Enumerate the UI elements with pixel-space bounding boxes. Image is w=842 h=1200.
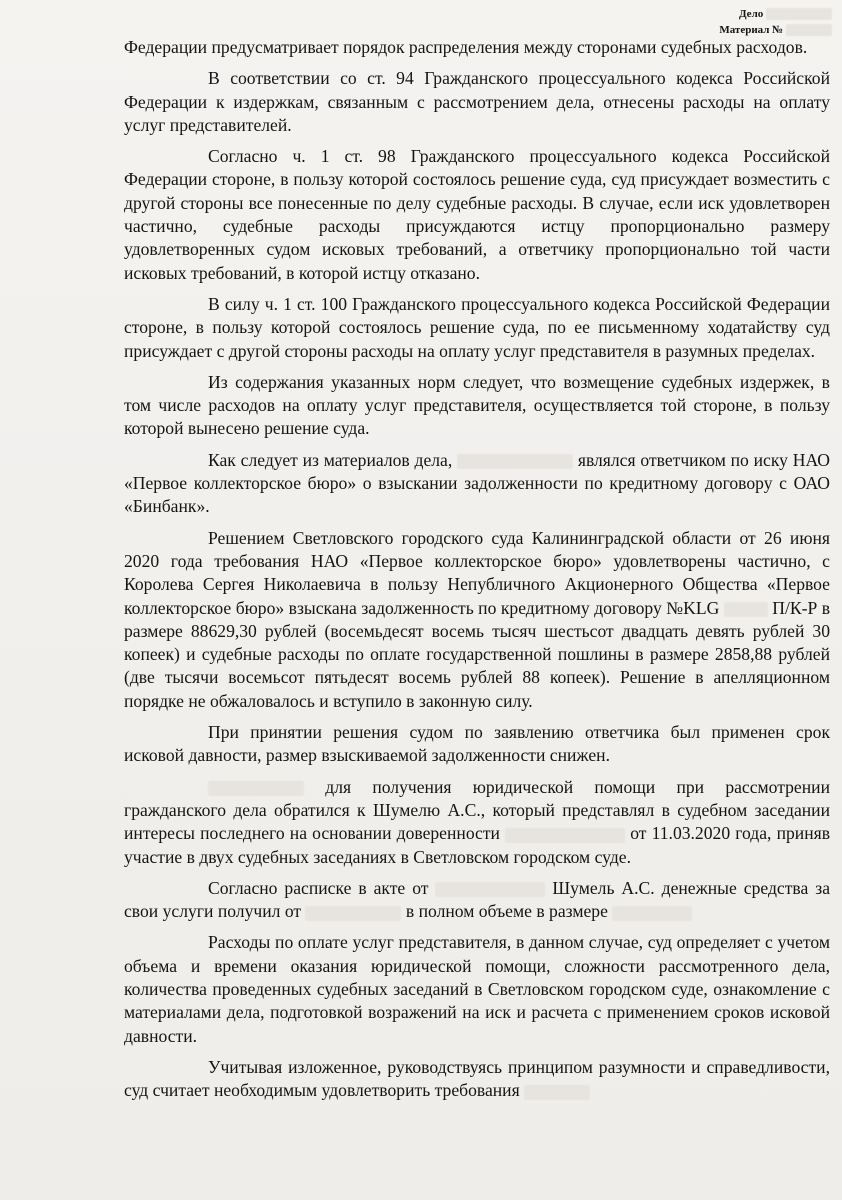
document-body — [124, 36, 830, 1102]
case-label: Дело — [738, 8, 764, 20]
redacted-date — [435, 882, 545, 897]
redacted-name — [457, 454, 573, 469]
redacted-power-of-attorney-number — [505, 828, 625, 843]
text-segment: в полном объеме в размере — [405, 901, 608, 922]
paragraph — [124, 527, 830, 713]
paragraph: При принятии решения судом по заявлению ответчика был применен срок исковой давности, размер взыскиваемой задолженности снижен. — [124, 722, 830, 766]
text-segment: Решением Светловского городского суда Калининградской области от 26 июня 2020 года требования НАО «Первое коллекторское бюро» удовлетворены частично, с Королева Сергея Николаевича в пользу Непубличного Акционерного Общества «Первое коллекторское бюро» взыскана задолженность по кредитному договору №KLG — [124, 527, 830, 618]
text-segment: Согласно расписке в акте от — [208, 877, 429, 898]
redacted-case-number — [766, 8, 832, 20]
material-label: Материал № — [719, 24, 784, 36]
paragraph: Согласно ч. 1 ст. 98 Гражданского процессуального кодекса Российской Федерации стороне, в пользу которой состоялось решение суда, суд присуждает возместить с другой стороны все понесенные по делу судебные расходы. В случае, если иск удовлетворен частично, судебные расходы присуждаются истцу пропорционально размеру удовлетворенных судом исковых требований, а ответчику пропорционально той части исковых требований, в которой истцу отказано. — [124, 146, 830, 283]
text-segment: от 11.03.2020 года, приняв участие в двух судебных заседаниях в Светловском городском суде. — [124, 823, 831, 867]
redacted-name — [305, 906, 401, 921]
paragraph — [124, 776, 830, 869]
paragraph — [124, 449, 830, 519]
text-segment: для получения юридической помощи при рассмотрении гражданского дела обратился к Шумелю А.С., который представлял в судебном заседании интересы последнего на основании доверенности — [124, 776, 830, 844]
redacted-name — [208, 781, 304, 796]
redacted-contract-number — [724, 602, 768, 617]
text-segment: Шумель А.С. денежные средства за свои услуги получил от — [124, 877, 831, 922]
text-segment: Как следует из материалов дела, — [208, 449, 453, 470]
text-segment: П/К-Р в размере 88629,30 рублей (восемьдесят восемь тысяч шестьсот двадцать девять рублей 30 копеек) и судебные расходы по оплате государственной пошлины в размере 2858,88 рублей (две тысячи восемьсот пятьдесят восемь рублей 88 копеек). Решение в апелляционном порядке не обжаловалось и вступило в законную силу. — [124, 597, 831, 711]
paragraph: Федерации предусматривает порядок распределения между сторонами судебных расходов. — [124, 37, 808, 57]
paragraph — [124, 877, 830, 924]
redacted-amount — [612, 906, 692, 921]
redacted-name — [524, 1085, 590, 1100]
case-header — [719, 6, 832, 38]
redacted-material-number — [786, 24, 832, 36]
paragraph: В соответствии со ст. 94 Гражданского процессуального кодекса Российской Федерации к издержкам, связанным с рассмотрением дела, отнесены расходы на оплату услуг представителей. — [124, 68, 830, 135]
paragraph: Из содержания указанных норм следует, что возмещение судебных издержек, в том числе расходов на оплату услуг представителя, осуществляется той стороне, в пользу которой вынесено решение суда. — [124, 371, 830, 439]
paragraph: Расходы по оплате услуг представителя, в данном случае, суд определяет с учетом объема и времени оказания юридической помощи, сложности рассмотренного дела, количества проведенных судебных заседаний в Светловском городском суде, ознакомление с материалами дела, подготовкой возражений на иск и расчета с применением сроков исковой давности. — [124, 932, 830, 1046]
text-segment: являлся ответчиком по иску НАО «Первое коллекторское бюро» о взыскании задолженности по кредитному договору с ОАО «Бинбанк». — [124, 449, 830, 517]
case-number-line — [719, 6, 832, 22]
paragraph: В силу ч. 1 ст. 100 Гражданского процессуального кодекса Российской Федерации стороне, в пользу которой состоялось решение суда, по ее письменному ходатайству суд присуждает с другой стороны расходы на оплату услуг представителя в разумных пределах. — [124, 293, 830, 361]
paragraph — [124, 1056, 830, 1103]
text-segment: Учитывая изложенное, руководствуясь принципом разумности и справедливости, суд считает необходимым удовлетворить требования — [124, 1056, 830, 1101]
